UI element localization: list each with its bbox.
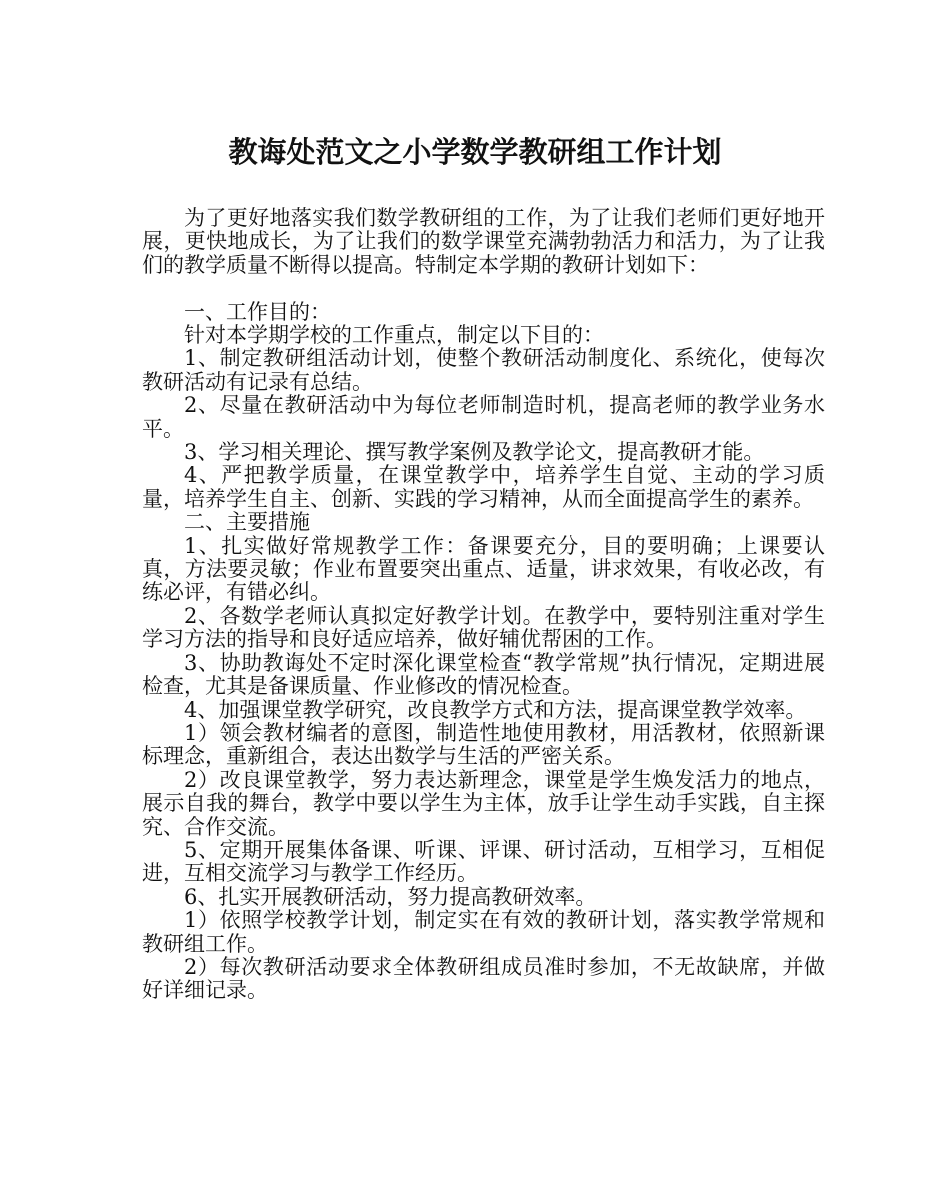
measure-item-4-sub-2: 2）改良课堂教学，努力表达新理念，课堂是学生焕发活力的地点，展示自我的舞台，教学中要以学生为主体，放手让学生动手实践，自主探究、合作交流。: [142, 767, 825, 839]
section-heading-measures: 二、主要措施: [184, 510, 310, 535]
goal-item-3: 3、学习相关理论、撰写教学案例及教学论文，提高教研才能。: [184, 440, 765, 465]
goals-intro: 针对本学期学校的工作重点，制定以下目的：: [184, 323, 604, 348]
goal-item-2: 2、尽量在教研活动中为每位老师制造时机，提高老师的教学业务水平。: [142, 393, 825, 441]
measure-item-6: 6、扎实开展教研活动，努力提高教研效率。: [184, 884, 597, 909]
measure-item-3: 3、协助教诲处不定时深化课堂检查“教学常规”执行情况，定期进展检查，尤其是备课质量、作业修改的情况检查。: [142, 650, 825, 699]
document-body: [142, 207, 825, 1003]
document-title: 教诲处范文之小学数学教研组工作计划: [228, 135, 722, 169]
goal-item-4: 4、严把教学质量，在课堂教学中，培养学生自觉、主动的学习质量，培养学生自主、创新、实践的学习精神，从而全面提高学生的素养。: [142, 463, 825, 511]
measure-item-4: 4、加强课堂教学研究，改良教学方式和方法，提高课堂教学效率。: [184, 697, 807, 722]
measure-item-2: 2、各数学老师认真拟定好教学计划。在教学中，要特别注重对学生学习方法的指导和良好适应培养，做好辅优帮困的工作。: [142, 603, 825, 652]
measure-item-6-sub-1: 1）依照学校教学计划，制定实在有效的教研计划，落实教学常规和教研组工作。: [142, 908, 825, 956]
goal-item-1: 1、制定教研组活动计划，使整个教研活动制度化、系统化，使每次教研活动有记录有总结。: [142, 346, 825, 394]
measure-item-5: 5、定期开展集体备课、听课、评课、研讨活动，互相学习，互相促进，互相交流学习与教学工作经历。: [142, 837, 825, 886]
measure-item-4-sub-1: 1）领会教材编者的意图，制造性地使用教材，用活教材，依照新课标理念，重新组合，表达出数学与生活的严密关系。: [142, 720, 825, 769]
measure-item-1: 1、扎实做好常规教学工作：备课要充分，目的要明确；上课要认真，方法要灵敏；作业布置要突出重点、适量，讲求效果，有收必改，有练必评，有错必纠。: [142, 533, 825, 605]
measure-item-6-sub-2: 2）每次教研活动要求全体教研组成员准时参加，不无故缺席，并做好详细记录。: [142, 954, 825, 1003]
paragraph-spacer: [142, 277, 825, 300]
intro-paragraph: 为了更好地落实我们数学教研组的工作，为了让我们老师们更好地开展，更快地成长，为了让我们的数学课堂充满勃勃活力和活力，为了让我们的教学质量不断得以提高。特制定本学期的教研计划如下：: [142, 206, 825, 277]
section-heading-goals: 一、工作目的：: [184, 299, 331, 324]
